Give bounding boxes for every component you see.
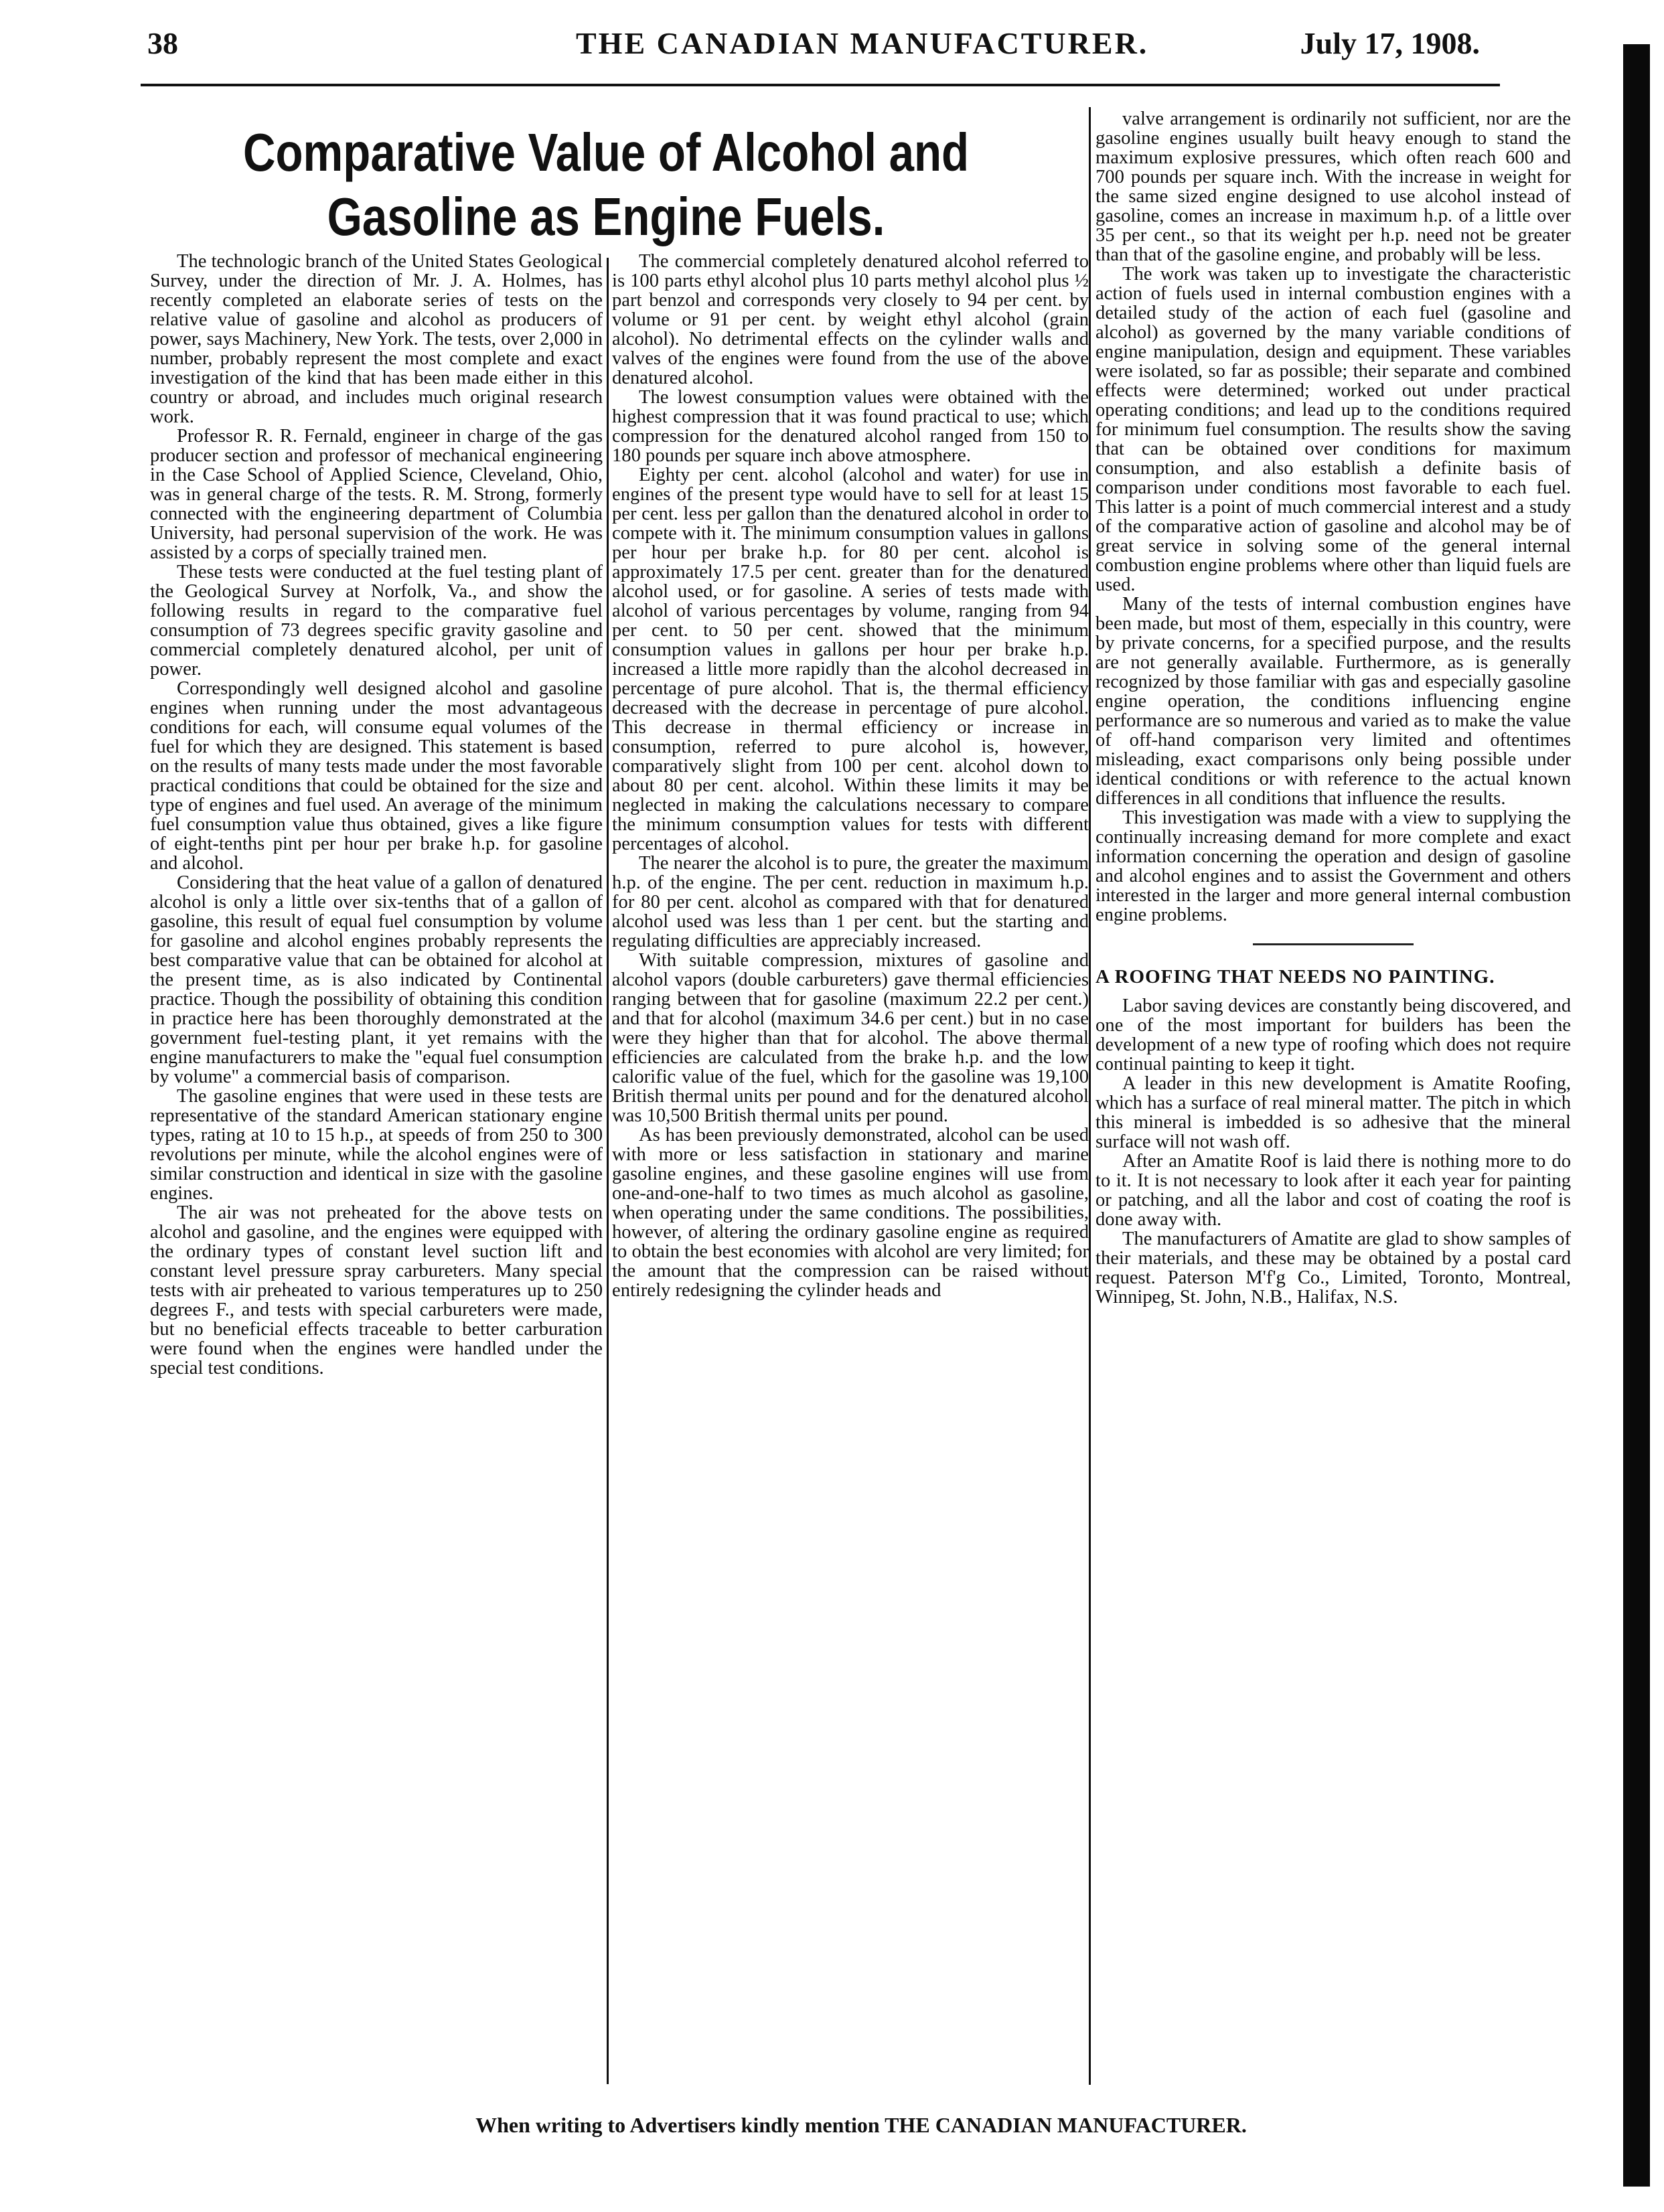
paragraph: The air was not preheated for the above tests on alcohol and gasoline, and the engines were equipped with the ordinary types of constant level suction lift and constant level pressure spray carbureters. Many special tests with air preheated to various temperatures up to 250 degrees F., and tests with special carbureters were made, but no beneficial effects traceable to better carburation were found when the engines were handled under the special test conditions. — [150, 1202, 603, 1378]
paragraph: Many of the tests of internal combustion engines have been made, but most of them, especially in this country, were by private concerns, for a specified purpose, and the results are not generally available. Furthermore, as is generally recognized by those familiar with gas and especially gasoline engine operation, the conditions influencing engine performance are so numerous and varied as to make the value of off-hand comparison very limited and oftentimes misleading, exact comparisons only being possible under identical conditions or with reference to the actual known differences in all conditions that influence the results. — [1095, 594, 1571, 809]
paragraph: As has been previously demonstrated, alcohol can be used with more or less satisfaction in stationary and marine gasoline engines, and these gasoline engines will use from one-and-one-half to two times as much alcohol as gasoline, when operating under the same conditions. The possibilities, however, of altering the ordinary gasoline engine as required to obtain the best economies with alcohol are very limited; for the amount that the compression can be raised without entirely redesigning the cylinder heads and — [612, 1125, 1089, 1301]
paragraph: The commercial completely denatured alcohol referred to is 100 parts ethyl alcohol plus 10 parts methyl alcohol plus ½ part benzol and corresponds very closely to 94 per cent. by volume or 91 per cent. by weight ethyl alcohol (grain alcohol). No detrimental effects on the cylinder walls and valves of the engines were found from the use of the above denatured alcohol. — [612, 252, 1089, 388]
paragraph: Professor R. R. Fernald, engineer in charge of the gas producer section and professor of mechanical engineering in the Case School of Applied Science, Cleveland, Ohio, was in general charge of the tests. R. M. Strong, formerly connected with the engineering department of Columbia University, had personal supervision of the work. He was assisted by a corps of specially trained men. — [150, 426, 603, 563]
page-header — [147, 25, 1480, 72]
page-number: 38 — [147, 26, 178, 60]
paragraph: The manufacturers of Amatite are glad to show samples of their materials, and these may be obtained by a postal card request. Paterson M'f'g Co., Limited, Toronto, Montreal, Winnipeg, St. John, N.B., Halifax, N.S. — [1095, 1229, 1571, 1308]
paragraph: A leader in this new development is Amatite Roofing, which has a surface of real mineral matter. The pitch in which this mineral is imbedded is so adhesive that the mineral surface will not wash off. — [1095, 1073, 1571, 1152]
paragraph: After an Amatite Roof is laid there is nothing more to do to it. It is not necessary to look after it each year for painting or patching, and all the labor and cost of coating the roof is done away with. — [1095, 1151, 1571, 1230]
paragraph: The nearer the alcohol is to pure, the greater the maximum h.p. of the engine. The per cent. reduction in maximum h.p. for 80 per cent. alcohol as compared with that for denatured alcohol used was less than 1 per cent. but the starting and regulating difficulties are appreciably increased. — [612, 853, 1089, 951]
scan-edge-shadow — [1623, 44, 1650, 2187]
article-column-1 — [150, 252, 603, 2086]
paragraph: The gasoline engines that were used in these tests are representative of the standard American stationary engine types, rating at 10 to 15 h.p., at speeds of from 250 to 300 revolutions per minute, while the alcohol engines were of similar construction and identical in size with the gasoline engines. — [150, 1086, 603, 1204]
column-divider — [607, 258, 609, 2084]
paragraph: Eighty per cent. alcohol (alcohol and water) for use in engines of the present type would have to sell for at least 15 per cent. less per gallon than the denatured alcohol in order to compete with it. The minimum consumption values in gallons per hour per brake h.p. for 80 per cent. alcohol is approximately 17.5 per cent. greater than for the denatured alcohol used, or for gasoline. A series of tests made with alcohol of various percentages by volume, ranging from 94 per cent. to 50 per cent. showed that the minimum consumption values in gallons per hour per brake h.p. increased a little more rapidly than the alcohol decreased in percentage of pure alcohol. That is, the thermal efficiency decreased with the decrease in percentage of pure alcohol. This decrease in thermal efficiency or increase in consumption, referred to pure alcohol is, however, comparatively slight from 100 per cent. alcohol down to about 80 per cent. alcohol. Within these limits it may be neglected in making the calculations necessary to compare the minimum consumption values for tests with different percentages of alcohol. — [612, 465, 1089, 854]
article-title: Comparative Value of Alcohol and Gasoline as Engine Fuels. — [242, 123, 970, 246]
paragraph: The technologic branch of the United States Geological Survey, under the direction of Mr. J. A. Holmes, has recently completed an elaborate series of tests on the relative value of gasoline and alcohol as producers of power, says Machinery, New York. The tests, over 2,000 in number, probably represent the most complete and exact investigation of the kind that has been made either in this country or abroad, and includes much original research work. — [150, 252, 603, 427]
paragraph: These tests were conducted at the fuel testing plant of the Geological Survey at Norfolk, Va., and show the following results in regard to the comparative fuel consumption of 73 degrees specific gravity gasoline and commercial completely denatured alcohol, per unit of power. — [150, 562, 603, 680]
paragraph: This investigation was made with a view to supplying the continually increasing demand for more complete and exact information concerning the operation and design of gasoline and alcohol engines and to assist the Government and others interested in the larger and more general internal combustion engine problems. — [1095, 807, 1571, 925]
page-footer: When writing to Advertisers kindly mention THE CANADIAN MANUFACTURER. — [475, 2113, 1247, 2137]
roofing-heading: A ROOFING THAT NEEDS NO PAINTING. — [1095, 966, 1495, 988]
paragraph: The work was taken up to investigate the characteristic action of fuels used in internal combustion engines with a detailed study of the action of each fuel (gasoline and alcohol) as governed by the many variable conditions of engine manipulation, design and equipment. These variables were isolated, so far as possible; their separate and combined effects were determined; worked out under practical operating conditions; and lead up to the conditions required for minimum fuel consumption. The results show the saving that can be obtained over conditions for maximum consumption, and also establish a definite basis of comparison under conditions most favorable to each fuel. This latter is a point of much commercial interest and a study of the comparative action of gasoline and alcohol may be of great service in solving some of the general internal combustion engine problems where other than liquid fuels are used. — [1095, 264, 1571, 595]
column-divider — [1089, 107, 1091, 2085]
paragraph: Correspondingly well designed alcohol and gasoline engines when running under the most advantageous conditions for each, will consume equal volumes of the fuel for which they are designed. This statement is based on the results of many tests made under the most favorable practical conditions that could be obtained for the size and type of engines and fuel used. An average of the minimum fuel consumption value thus obtained, gives a like figure of eight-tenths pint per hour per brake h.p. for gasoline and alcohol. — [150, 678, 603, 874]
header-rule — [141, 84, 1500, 86]
paragraph: valve arrangement is ordinarily not sufficient, nor are the gasoline engines usually built heavy enough to stand the maximum explosive pressures, which often reach 600 and 700 pounds per square inch. With the increase in weight for the same sized engine designed to use alcohol instead of gasoline, comes an increase in maximum h.p. of a little over 35 per cent., so that its weight per h.p. need not be greater than that of the gasoline engine, and probably will be less. — [1095, 109, 1571, 265]
paragraph: Labor saving devices are constantly being discovered, and one of the most important for builders has been the development of a new type of roofing which does not require continual painting to keep it tight. — [1095, 996, 1571, 1075]
issue-date: July 17, 1908. — [1300, 26, 1480, 60]
article-column-2 — [612, 252, 1089, 2086]
paragraph: Considering that the heat value of a gallon of denatured alcohol is only a little over six-tenths that of a gallon of gasoline, this result of equal fuel consumption by volume for gasoline and alcohol engines probably represents the best comparative value that can be obtained for alcohol at the present time, as is also indicated by Continental practice. Though the possibility of obtaining this condition in practice here has been thoroughly demonstrated at the government fuel-testing plant, it yet remains with the engine manufacturers to make the "equal fuel consumption by volume" a commercial basis of comparison. — [150, 872, 603, 1087]
section-divider — [1253, 943, 1414, 945]
paragraph: The lowest consumption values were obtained with the highest compression that it was found practical to use; which compression for the denatured alcohol ranged from 150 to 180 pounds per square inch above atmosphere. — [612, 387, 1089, 466]
publication-title: THE CANADIAN MANUFACTURER. — [576, 26, 1149, 60]
article-column-3 — [1095, 109, 1571, 2091]
paragraph: With suitable compression, mixtures of gasoline and alcohol vapors (double carbureters) gave thermal efficiencies ranging between that for gasoline (maximum 22.2 per cent.) and that for alcohol (maximum 34.6 per cent.) but in no case were they higher than that for alcohol. The above thermal efficiencies are calculated from the brake h.p. and the low calorific value of the fuel, which for the gasoline was 19,100 British thermal units per pound and for the denatured alcohol was 10,500 British thermal units per pound. — [612, 950, 1089, 1126]
